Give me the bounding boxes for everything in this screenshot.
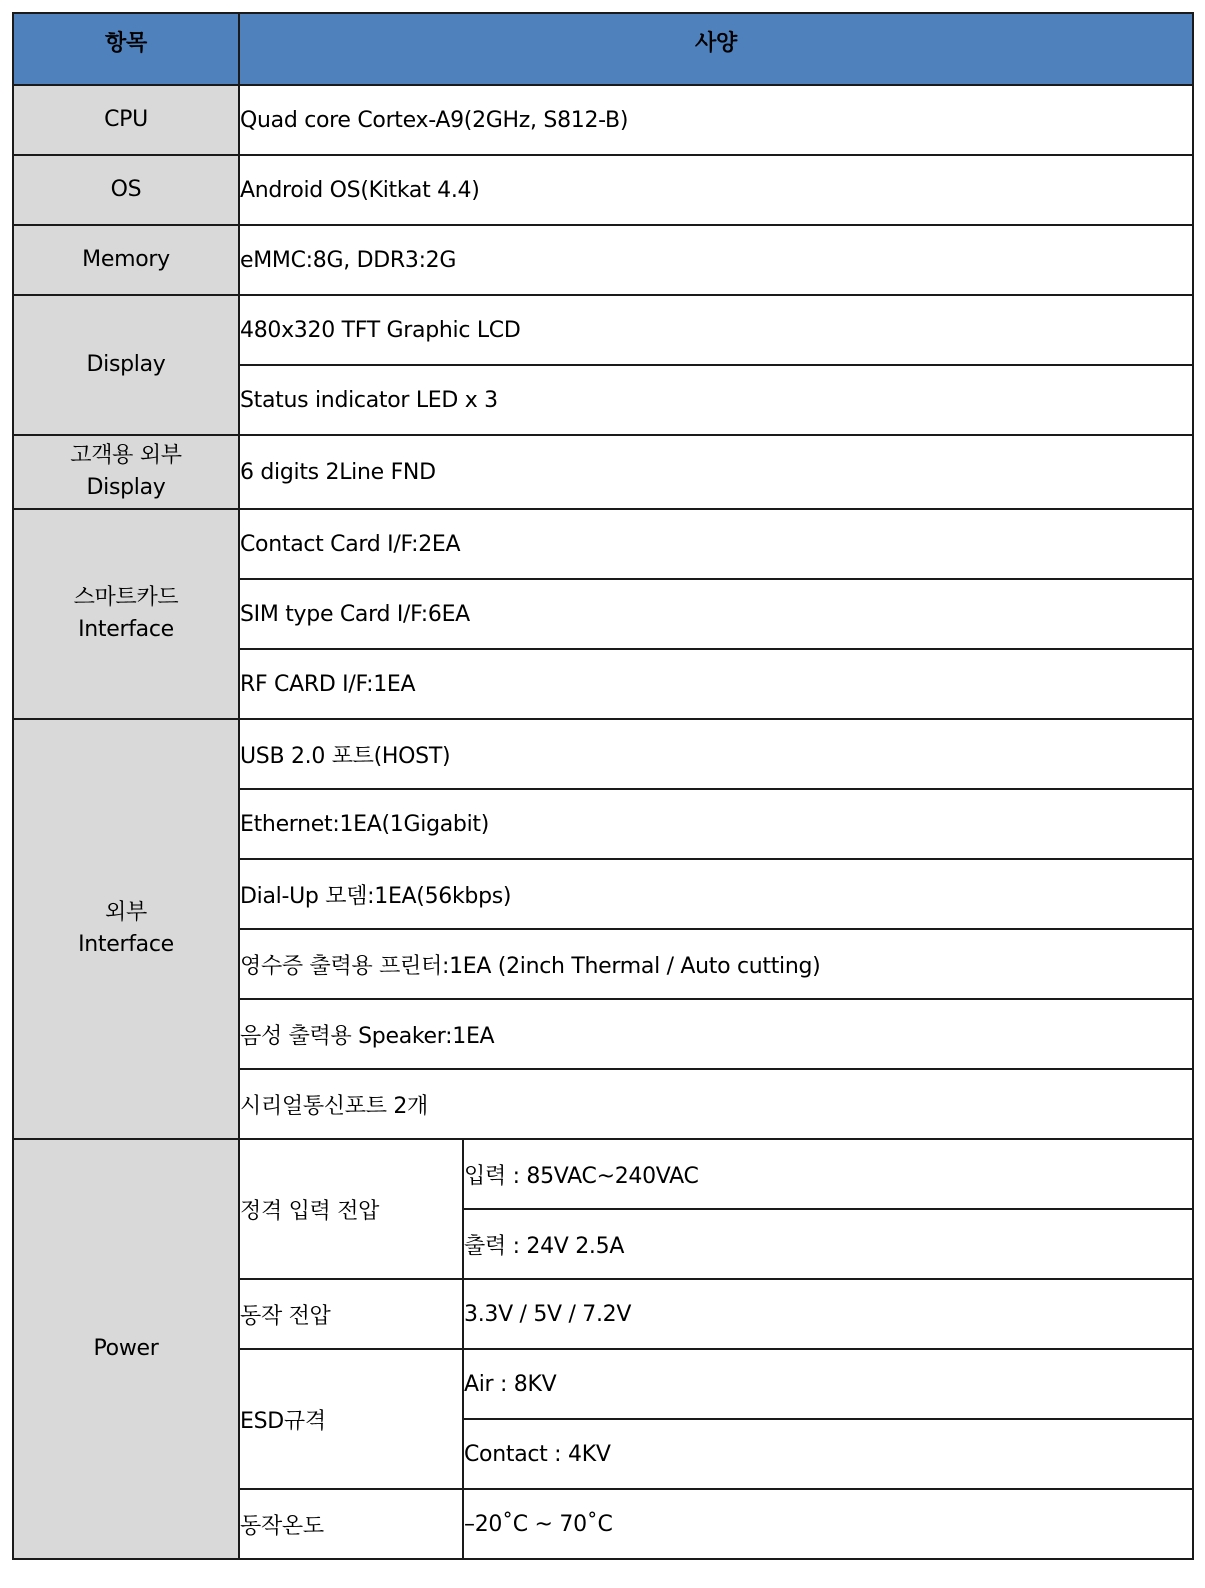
ext-interface-label	[13, 719, 239, 1139]
header-item: 항목	[13, 13, 239, 85]
ext-interface-value: 시리얼통신포트 2개	[239, 1069, 1193, 1139]
rated-voltage-value: 출력 : 24V 2.5A	[463, 1209, 1193, 1279]
row-ext-display	[13, 435, 1193, 509]
header-spec: 사양	[239, 13, 1193, 85]
rated-voltage-label: 정격 입력 전압	[239, 1139, 463, 1279]
os-value: Android OS(Kitkat 4.4)	[239, 155, 1193, 225]
ext-display-value: 6 digits 2Line FND	[239, 435, 1193, 509]
operating-voltage-value: 3.3V / 5V / 7.2V	[463, 1279, 1193, 1349]
esd-label: ESD규격	[239, 1349, 463, 1489]
rated-voltage-value: 입력 : 85VAC~240VAC	[463, 1139, 1193, 1209]
smartcard-value: SIM type Card I/F:6EA	[239, 579, 1193, 649]
smartcard-value: Contact Card I/F:2EA	[239, 509, 1193, 579]
row-power-1	[13, 1139, 1193, 1209]
smartcard-label-line1: 스마트카드	[73, 585, 179, 610]
display-value: 480x320 TFT Graphic LCD	[239, 295, 1193, 365]
ext-interface-value: 영수증 출력용 프린터:1EA (2inch Thermal / Auto cutting)	[239, 929, 1193, 999]
smartcard-value: RF CARD I/F:1EA	[239, 649, 1193, 719]
cpu-value: Quad core Cortex-A9(2GHz, S812-B)	[239, 85, 1193, 155]
operating-voltage-label: 동작 전압	[239, 1279, 463, 1349]
temperature-value: –20˚C ~ 70˚C	[463, 1489, 1193, 1559]
esd-value: Contact : 4KV	[463, 1419, 1193, 1489]
row-os	[13, 155, 1193, 225]
os-label: OS	[13, 155, 239, 225]
memory-label: Memory	[13, 225, 239, 295]
cpu-label: CPU	[13, 85, 239, 155]
row-display-1	[13, 295, 1193, 365]
power-label: Power	[13, 1139, 239, 1559]
ext-interface-label-line2: Interface	[78, 932, 174, 957]
row-cpu	[13, 85, 1193, 155]
ext-display-label	[13, 435, 239, 509]
row-smartcard-1	[13, 509, 1193, 579]
ext-display-label-line1: 고객용 외부	[70, 443, 182, 468]
ext-interface-label-line1: 외부	[105, 900, 147, 925]
temperature-label: 동작온도	[239, 1489, 463, 1559]
esd-value: Air : 8KV	[463, 1349, 1193, 1419]
ext-interface-value: USB 2.0 포트(HOST)	[239, 719, 1193, 789]
display-label: Display	[13, 295, 239, 435]
row-ext-interface-1	[13, 719, 1193, 789]
row-memory	[13, 225, 1193, 295]
smartcard-label-line2: Interface	[78, 617, 174, 642]
display-value: Status indicator LED x 3	[239, 365, 1193, 435]
smartcard-label	[13, 509, 239, 719]
ext-interface-value: Dial-Up 모뎀:1EA(56kbps)	[239, 859, 1193, 929]
spec-table	[12, 12, 1194, 1560]
ext-interface-value: 음성 출력용 Speaker:1EA	[239, 999, 1193, 1069]
ext-interface-value: Ethernet:1EA(1Gigabit)	[239, 789, 1193, 859]
ext-display-label-line2: Display	[86, 475, 166, 500]
memory-value: eMMC:8G, DDR3:2G	[239, 225, 1193, 295]
